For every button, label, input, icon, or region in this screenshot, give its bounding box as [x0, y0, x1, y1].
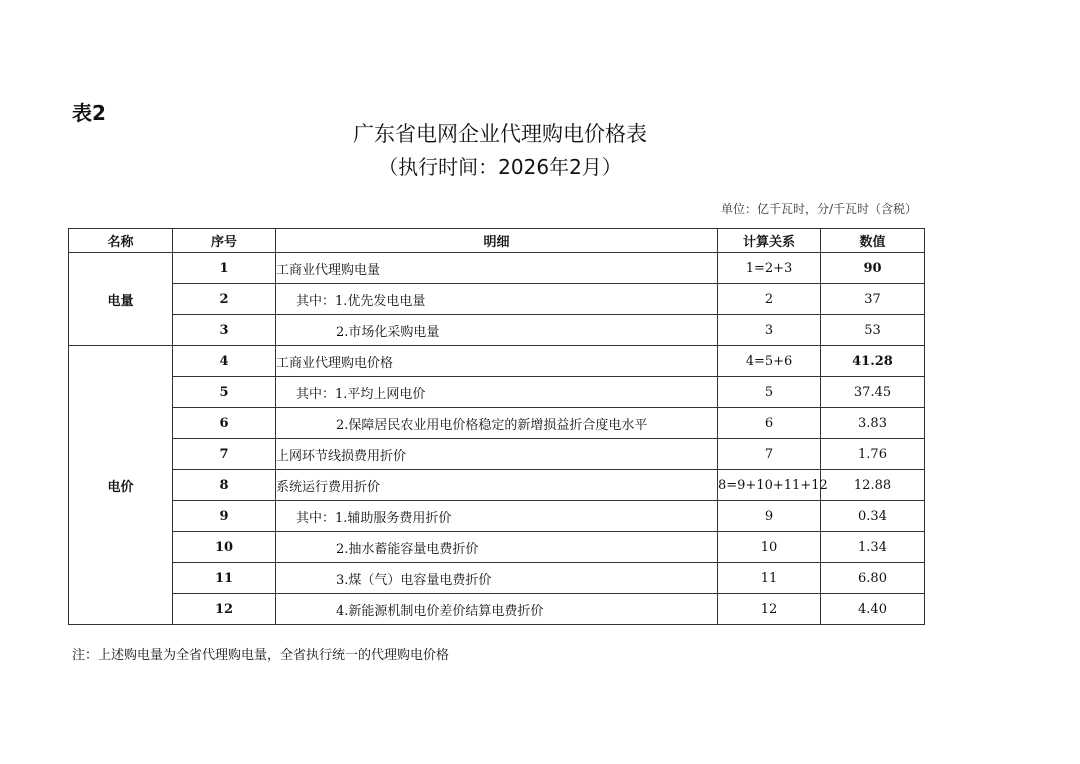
row-seq: 4 — [173, 346, 276, 377]
row-calc: 7 — [718, 439, 821, 470]
row-detail: 工商业代理购电量 — [276, 253, 718, 284]
table-row — [69, 284, 925, 315]
table-label: 表2 — [72, 101, 106, 125]
row-calc: 9 — [718, 501, 821, 532]
row-value: 1.76 — [821, 439, 925, 470]
table-row — [69, 408, 925, 439]
row-seq: 6 — [173, 408, 276, 439]
row-calc: 3 — [718, 315, 821, 346]
row-detail: 系统运行费用折价 — [276, 470, 718, 501]
row-seq: 3 — [173, 315, 276, 346]
row-detail: 其中：1.平均上网电价 — [276, 377, 718, 408]
header-name: 名称 — [69, 229, 173, 253]
footnote: 注：上述购电量为全省代理购电量，全省执行统一的代理购电价格 — [72, 648, 450, 663]
row-seq: 7 — [173, 439, 276, 470]
row-seq: 11 — [173, 563, 276, 594]
row-value: 53 — [821, 315, 925, 346]
header-calc: 计算关系 — [718, 229, 821, 253]
row-value: 0.34 — [821, 501, 925, 532]
row-value: 37.45 — [821, 377, 925, 408]
row-seq: 1 — [173, 253, 276, 284]
row-seq: 10 — [173, 532, 276, 563]
row-value: 90 — [821, 253, 925, 284]
table-row — [69, 532, 925, 563]
row-value: 37 — [821, 284, 925, 315]
table-row — [69, 253, 925, 284]
page-subtitle: （执行时间：2026年2月） — [378, 155, 622, 179]
row-value: 3.83 — [821, 408, 925, 439]
row-calc: 5 — [718, 377, 821, 408]
row-calc: 6 — [718, 408, 821, 439]
row-detail: 工商业代理购电价格 — [276, 346, 718, 377]
table-row — [69, 439, 925, 470]
table-row — [69, 346, 925, 377]
table-row — [69, 501, 925, 532]
unit-label: 单位：亿千瓦时，分/千瓦时（含税） — [720, 202, 917, 216]
table-row — [69, 594, 925, 625]
row-detail: 其中：1.优先发电电量 — [276, 284, 718, 315]
header-seq: 序号 — [173, 229, 276, 253]
row-detail: 2.保障居民农业用电价格稳定的新增损益折合度电水平 — [276, 408, 718, 439]
row-detail: 其中：1.辅助服务费用折价 — [276, 501, 718, 532]
category-electricity: 电量 — [69, 253, 173, 346]
header-detail: 明细 — [276, 229, 718, 253]
row-detail: 2.抽水蓄能容量电费折价 — [276, 532, 718, 563]
row-seq: 2 — [173, 284, 276, 315]
header-value: 数值 — [821, 229, 925, 253]
table-header-row — [69, 229, 925, 253]
row-calc: 2 — [718, 284, 821, 315]
price-table — [68, 228, 925, 625]
row-value: 4.40 — [821, 594, 925, 625]
row-detail: 上网环节线损费用折价 — [276, 439, 718, 470]
row-seq: 12 — [173, 594, 276, 625]
row-value: 1.34 — [821, 532, 925, 563]
table-row — [69, 470, 925, 501]
page-title: 广东省电网企业代理购电价格表 — [353, 122, 647, 146]
row-calc: 11 — [718, 563, 821, 594]
row-seq: 8 — [173, 470, 276, 501]
row-calc: 4=5+6 — [718, 346, 821, 377]
table-row — [69, 377, 925, 408]
row-calc: 8=9+10+11+12 — [718, 470, 821, 501]
row-seq: 5 — [173, 377, 276, 408]
row-value: 12.88 — [821, 470, 925, 501]
row-calc: 10 — [718, 532, 821, 563]
table-row — [69, 315, 925, 346]
row-detail: 4.新能源机制电价差价结算电费折价 — [276, 594, 718, 625]
category-price: 电价 — [69, 346, 173, 625]
row-value: 41.28 — [821, 346, 925, 377]
row-detail: 2.市场化采购电量 — [276, 315, 718, 346]
row-detail: 3.煤（气）电容量电费折价 — [276, 563, 718, 594]
table-row — [69, 563, 925, 594]
row-value: 6.80 — [821, 563, 925, 594]
row-calc: 1=2+3 — [718, 253, 821, 284]
row-seq: 9 — [173, 501, 276, 532]
row-calc: 12 — [718, 594, 821, 625]
